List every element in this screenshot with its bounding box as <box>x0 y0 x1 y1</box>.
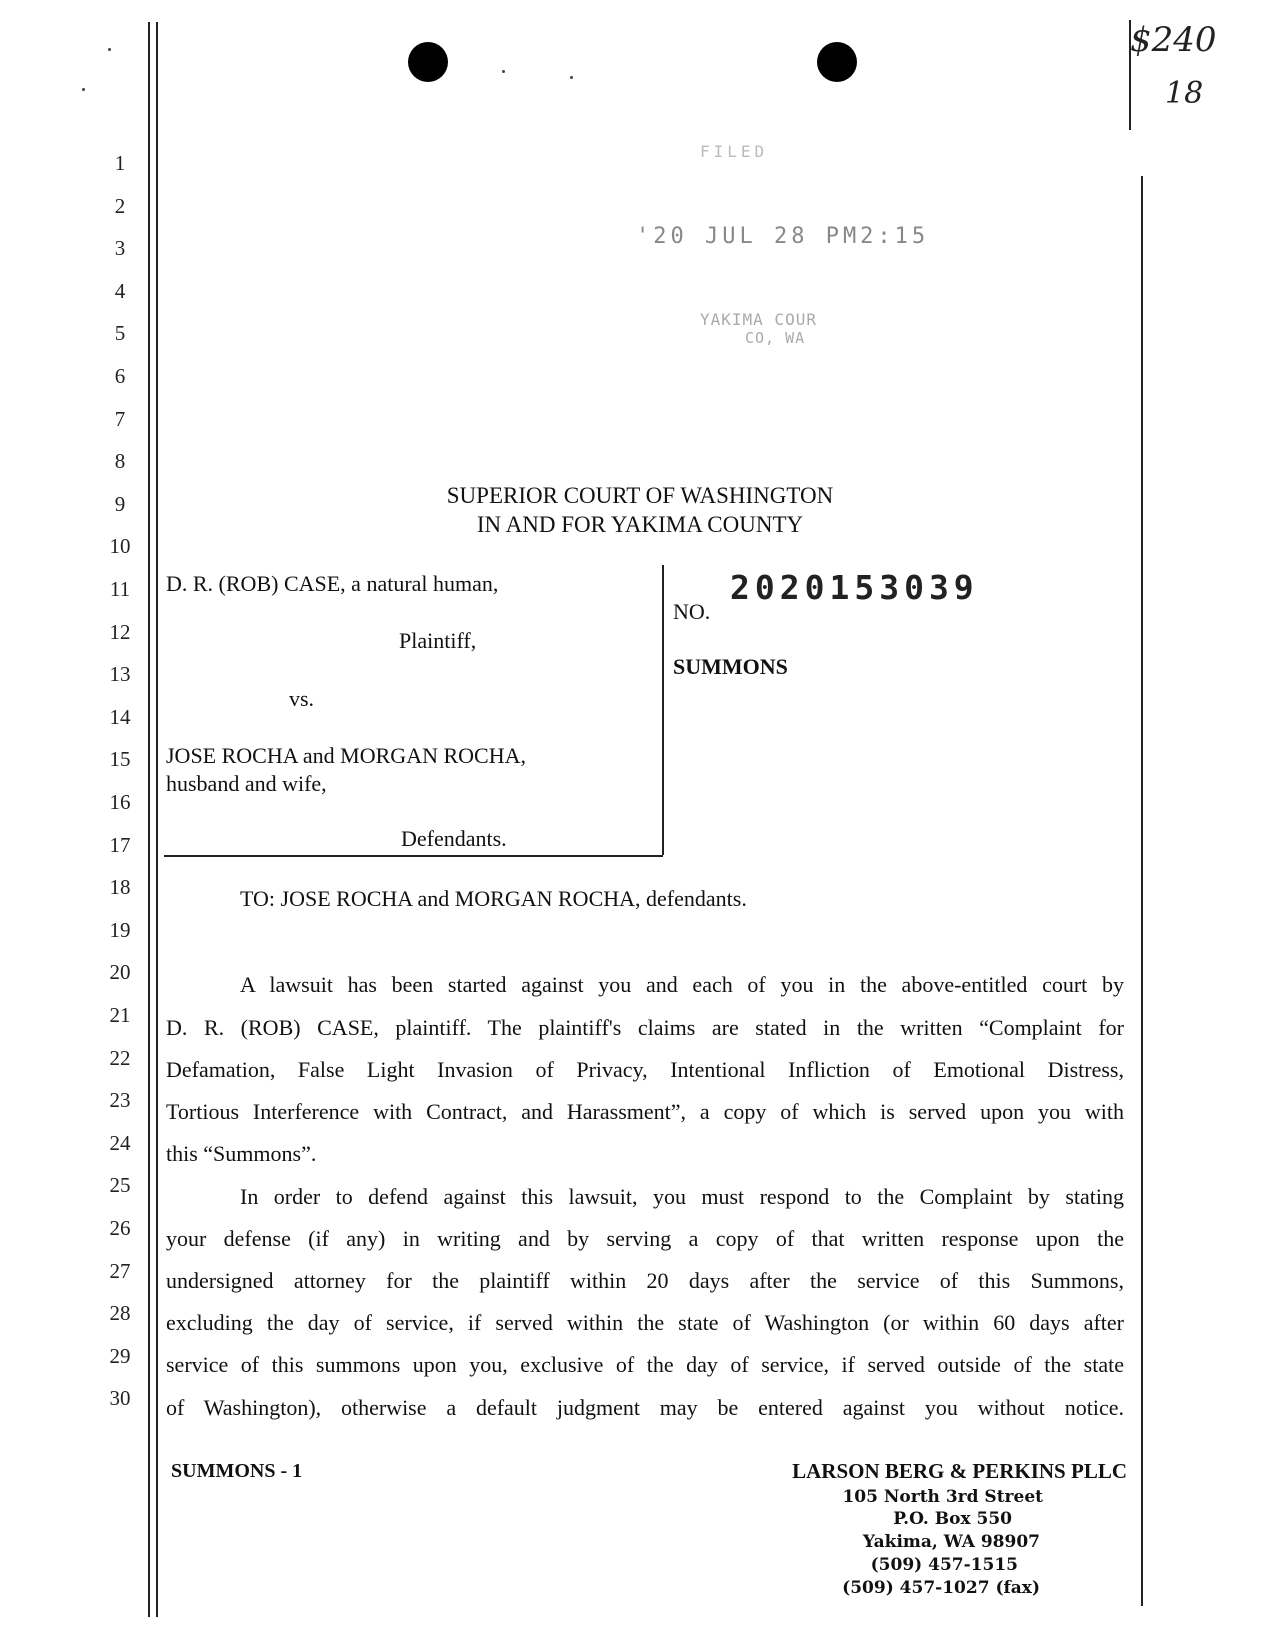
to-line: TO: JOSE ROCHA and MORGAN ROCHA, defendants. <box>240 886 747 911</box>
line-number: 1 <box>114 151 126 175</box>
firm-address-pobox: P.O. Box 550 <box>893 1509 1012 1529</box>
line-number: 9 <box>114 491 126 516</box>
line-number: 2 <box>114 193 126 218</box>
line-number: 5 <box>114 321 126 346</box>
line-number: 18 <box>109 875 131 900</box>
file-stamp-date: '20 JUL 28 PM2:15 <box>636 224 930 249</box>
firm-phone: (509) 457-1515 <box>870 1555 1018 1575</box>
body-line: D. R. (ROB) CASE, plaintiff. The plaintiff's claims are stated in the written “Complaint for <box>166 1015 1124 1040</box>
punch-hole-right <box>817 42 857 82</box>
body-line: service of this summons upon you, exclusive of the day of service, if served outside of the state <box>166 1352 1124 1377</box>
scan-speck <box>82 88 85 91</box>
plaintiff-label: Plaintiff, <box>399 628 477 653</box>
file-stamp-line3: CO, WA <box>745 329 806 347</box>
line-number: 8 <box>114 449 126 474</box>
file-stamp-line1: FILED <box>700 142 769 161</box>
left-margin-rule-inner <box>156 22 158 1617</box>
line-number: 29 <box>109 1343 131 1368</box>
line-number: 23 <box>109 1088 131 1113</box>
body-line: Defamation, False Light Invasion of Privacy, Intentional Infliction of Emotional Distress, <box>166 1057 1124 1082</box>
line-number: 4 <box>114 278 126 303</box>
court-county: IN AND FOR YAKIMA COUNTY <box>476 512 804 537</box>
body-line: undersigned attorney for the plaintiff within 20 days after the service of this Summons, <box>166 1268 1124 1293</box>
body-line: this “Summons”. <box>166 1141 317 1166</box>
firm-address-city: Yakima, WA 98907 <box>862 1532 1040 1552</box>
defendants-relation: husband and wife, <box>166 771 327 796</box>
document-type: SUMMONS <box>673 654 788 679</box>
handwritten-count: 18 <box>1165 76 1204 111</box>
defendants-label: Defendants. <box>401 826 507 851</box>
body-line: excluding the day of service, if served within the state of Washington (or within 60 days after <box>166 1310 1124 1335</box>
scan-speck <box>108 48 111 51</box>
court-name: SUPERIOR COURT OF WASHINGTON <box>446 483 834 508</box>
line-number: 21 <box>109 1003 131 1027</box>
line-number: 25 <box>109 1173 131 1198</box>
line-number: 24 <box>109 1130 131 1155</box>
line-number: 6 <box>114 364 126 388</box>
line-number: 12 <box>109 619 131 644</box>
plaintiff-name: D. R. (ROB) CASE, a natural human, <box>166 571 499 596</box>
line-number: 20 <box>109 960 131 985</box>
caption-divider-horizontal <box>164 855 663 857</box>
line-number: 19 <box>109 917 131 942</box>
scan-speck <box>570 76 573 79</box>
punch-hole-left <box>408 42 448 82</box>
handwritten-fee: $240 <box>1130 20 1217 60</box>
defendants-names: JOSE ROCHA and MORGAN ROCHA, <box>166 743 526 768</box>
case-number: 2020153039 <box>730 568 979 607</box>
body-line: your defense (if any) in writing and by serving a copy of that written response upon the <box>166 1226 1124 1251</box>
line-number: 14 <box>109 704 131 729</box>
line-number: 10 <box>109 534 131 559</box>
firm-address-street: 105 North 3rd Street <box>842 1487 1043 1507</box>
line-number: 15 <box>109 747 131 772</box>
body-line: A lawsuit has been started against you and each of you in the above-entitled court by <box>240 972 1124 997</box>
line-number: 27 <box>109 1258 131 1283</box>
left-margin-rule-outer <box>148 22 150 1617</box>
line-number: 22 <box>109 1045 131 1070</box>
line-number: 26 <box>109 1216 131 1240</box>
scan-speck <box>502 70 505 73</box>
file-stamp-line2: YAKIMA COUR <box>700 310 817 329</box>
case-no-label: NO. <box>673 599 711 624</box>
line-number: 3 <box>114 236 126 261</box>
body-line: of Washington), otherwise a default judgment may be entered against you without notice. <box>166 1395 1124 1420</box>
firm-fax: (509) 457-1027 (fax) <box>842 1578 1040 1598</box>
body-line: Tortious Interference with Contract, and Harassment”, a copy of which is served upon you with <box>166 1099 1124 1124</box>
body-line: In order to defend against this lawsuit, you must respond to the Complaint by stating <box>240 1184 1124 1209</box>
line-number: 16 <box>109 790 131 814</box>
line-number: 13 <box>109 662 131 687</box>
footer-page-label: SUMMONS - 1 <box>171 1460 303 1482</box>
line-number: 30 <box>109 1386 131 1411</box>
line-number: 7 <box>114 406 126 431</box>
firm-name: LARSON BERG & PERKINS PLLC <box>792 1459 1127 1483</box>
caption-divider-vertical <box>662 565 664 855</box>
versus: vs. <box>289 686 315 711</box>
right-margin-rule <box>1141 176 1143 1606</box>
line-number: 17 <box>109 832 131 857</box>
line-number: 28 <box>109 1301 131 1326</box>
line-number: 11 <box>109 577 131 601</box>
